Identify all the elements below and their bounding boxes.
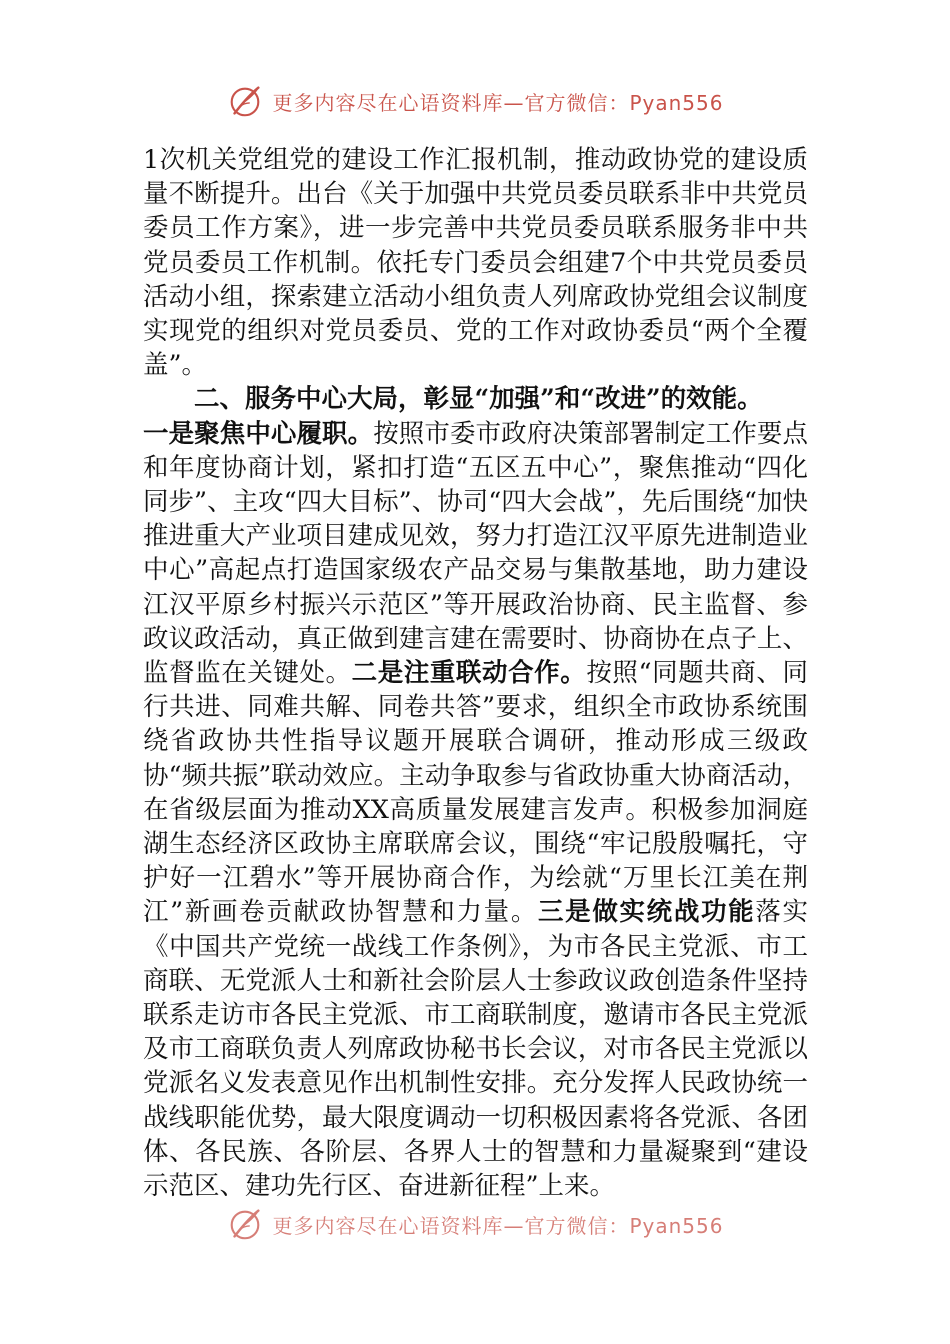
document-body <box>143 143 808 1203</box>
point-one-title: 一是聚焦中心履职。 <box>143 418 374 449</box>
point-two-title: 二是注重联动合作。 <box>351 658 587 689</box>
point-three-title: 三是做实统战功能 <box>538 897 756 928</box>
paragraph-continuation: 1次机关党组党的建设工作汇报机制，推动政协党的建设质量不断提升。出台《关于加强中共党员委员联系非中共党员委员工作方案》，进一步完善中共党员委员联系服务非中共党员委员工作机制。依托专门委员会组建7个中共党员委员活动小组，探索建立活动小组负责人列席政协党组会议制度实现党的组织对党员委员、党的工作对政协委员“两个全覆盖”。 <box>143 145 808 381</box>
watermark-footer <box>0 1205 950 1243</box>
quill-logo-icon <box>226 1205 264 1243</box>
point-three-text: 落实《中国共产党统一战线工作条例》，为市各民主党派、市工商联、无党派人士和新社会阶层人士参政议政创造条件坚持联系走访市各民主党派、市工商联制度，邀请市各民主党派及市工商联负责人列席政协秘书长会议，对市各民主党派以党派名义发表意见作出机制性安排。充分发挥人民政协统一战线职能优势，最大限度调动一切积极因素将各党派、各团体、各民族、各阶层、各界人士的智慧和力量凝聚到“建设示范区、建功先行区、奋进新征程”上来。 <box>143 897 808 1202</box>
watermark-text: 更多内容尽在心语资料库—官方微信：Pyan556 <box>272 90 724 115</box>
watermark-text: 更多内容尽在心语资料库—官方微信：Pyan556 <box>272 1213 724 1238</box>
quill-logo-icon <box>226 82 264 120</box>
section-heading: 二、服务中心大局，彰显“加强”和“改进”的效能。 <box>194 384 763 415</box>
section-body-paragraph <box>143 417 808 1204</box>
point-one-text: 按照市委市政府决策部署制定工作要点和年度协商计划，紧扣打造“五区五中心”，聚焦推动“四化同步”、主攻“四大目标”、协司“四大会战”，先后围绕“加快推进重大产业项目建成见效，努力打造江汉平原先进制造业中心”高起点打造国家级农产品交易与集散基地，助力建设江汉平原乡村振兴示范区”等开展政治协商、民主监督、参政议政活动，真正做到建言建在需要时、协商协在点子上、监督监在关键处。 <box>143 418 808 689</box>
point-two-text: 按照“同题共商、同行共进、同难共解、同卷共答”要求，组织全市政协系统围绕省政协共性指导议题开展联合调研，推动形成三级政协“频共振”联动效应。主动争取参与省政协重大协商活动，在省级层面为推动XX高质量发展建言发声。积极参加洞庭湖生态经济区政协主席联席会议，围绕“牢记殷殷嘱托，守护好一江碧水”等开展协商合作，为绘就“万里长江美在荆江”新画卷贡献政协智慧和力量。 <box>143 658 808 928</box>
watermark-header <box>0 82 950 120</box>
